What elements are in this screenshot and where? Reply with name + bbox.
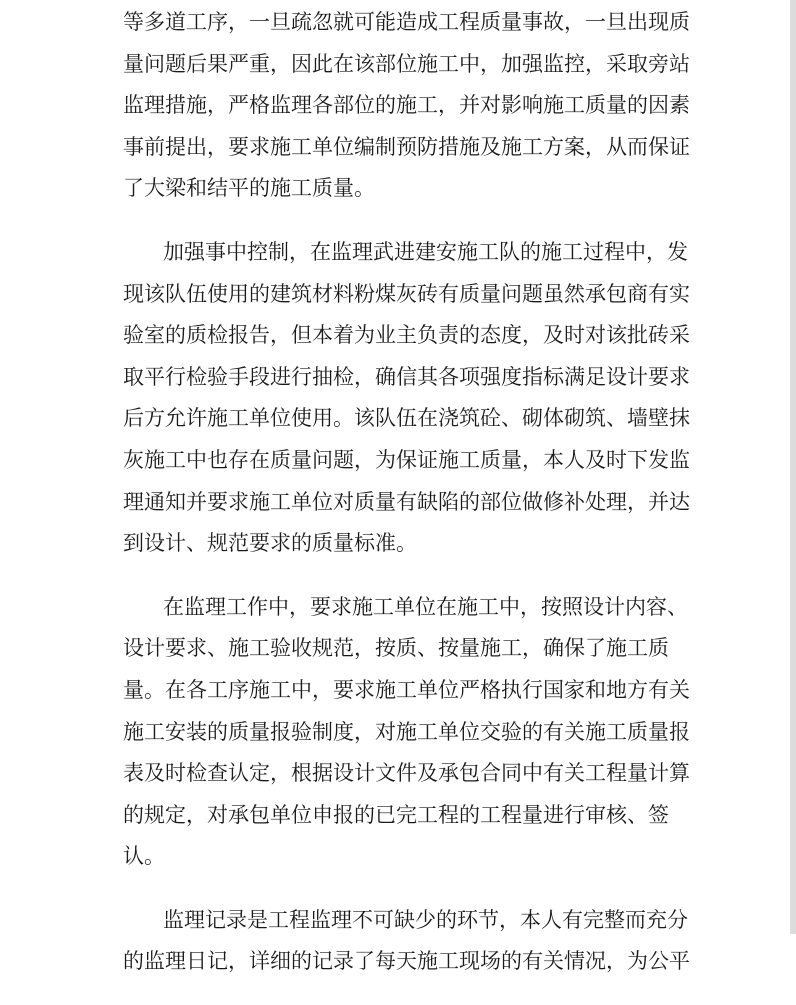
text-line: 现该队伍使用的建筑材料粉煤灰砖有质量问题虽然承包商有实 [123,281,690,306]
text-line: 理通知并要求施工单位对质量有缺陷的部位做修补处理，并达 [123,489,690,514]
text-line: 取平行检验手段进行抽检，确信其各项强度指标满足设计要求 [123,364,690,389]
text-line: 了大梁和结平的施工质量。 [123,176,375,201]
page-edge-scrollbar-gutter [790,0,796,934]
text-line: 事前提出，要求施工单位编制预防措施及施工方案，从而保证 [123,134,690,159]
text-line: 的监理日记，详细的记录了每天施工现场的有关情况，为公平 [123,949,690,974]
text-line: 表及时检查认定，根据设计文件及承包合同中有关工程量计算 [123,761,690,786]
text-line: 加强事中控制，在监理武进建安施工队的施工过程中，发 [163,239,688,264]
paragraph-4 [123,900,690,983]
text-line: 验室的质检报告，但本着为业主负责的态度，及时对该批砖采 [123,323,690,348]
paragraph-3 [123,587,690,878]
text-line: 的规定，对承包单位申报的已完工程的工程量进行审核、签 [123,802,669,827]
text-line: 认。 [123,844,165,869]
paragraph-2 [123,232,690,565]
text-line: 灰施工中也存在质量问题，为保证施工质量，本人及时下发监 [123,447,690,472]
text-line: 等多道工序，一旦疏忽就可能造成工程质量事故，一旦出现质 [123,10,690,34]
document-body [123,2,690,1005]
text-line: 到设计、规范要求的质量标准。 [123,531,417,556]
text-line: 后方允许施工单位使用。该队伍在浇筑砼、砌体砌筑、墙壁抹 [123,406,690,431]
text-line: 施工安装的质量报验制度，对施工单位交验的有关施工质量报 [123,719,690,744]
text-line: 在监理工作中，要求施工单位在施工中，按照设计内容、 [163,594,688,619]
text-line: 设计要求、施工验收规范，按质、按量施工，确保了施工质 [123,636,669,661]
text-line: 监理记录是工程监理不可缺少的环节，本人有完整而充分 [163,907,688,932]
paragraph-1 [123,2,690,210]
text-line: 量问题后果严重，因此在该部位施工中，加强监控，采取旁站 [123,51,690,76]
text-line: 监理措施，严格监理各部位的施工，并对影响施工质量的因素 [123,93,690,118]
text-line: 量。在各工序施工中，要求施工单位严格执行国家和地方有关 [123,677,690,702]
